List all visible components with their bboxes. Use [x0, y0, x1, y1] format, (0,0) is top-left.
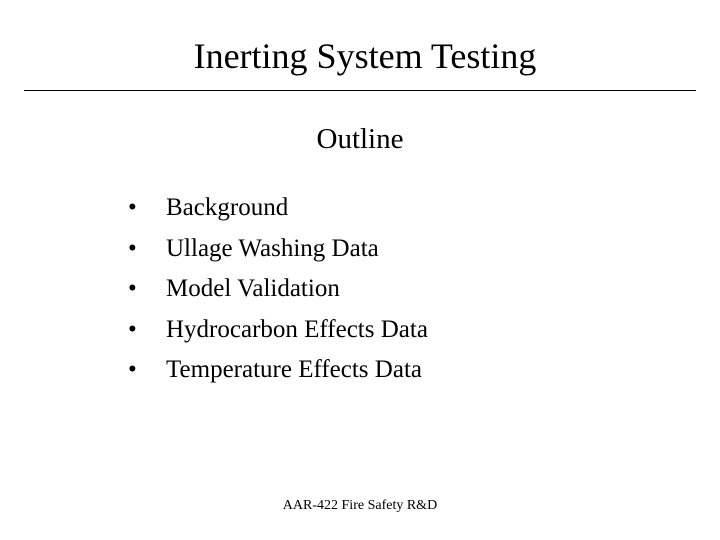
list-item-text: Background	[166, 194, 289, 221]
list-item	[128, 270, 428, 311]
list-item-text: Model Validation	[166, 275, 340, 302]
list-item	[128, 351, 428, 392]
list-item-text: Ullage Washing Data	[166, 234, 379, 262]
slide-title: Inerting System Testing	[193, 36, 537, 76]
outline-list	[128, 189, 428, 392]
list-item	[128, 230, 428, 271]
bullet-icon: •	[128, 275, 137, 302]
list-item	[128, 311, 428, 352]
bullet-icon: •	[128, 356, 137, 383]
bullet-icon: •	[128, 194, 137, 221]
bullet-icon: •	[128, 234, 137, 262]
list-item	[128, 189, 428, 230]
slide-subtitle: Outline	[316, 123, 404, 155]
title-divider	[24, 90, 696, 91]
list-item-text: Temperature Effects Data	[166, 356, 422, 383]
list-item-text: Hydrocarbon Effects Data	[166, 315, 428, 343]
bullet-icon: •	[128, 315, 137, 343]
slide-footer: AAR-422 Fire Safety R&D	[282, 498, 438, 513]
